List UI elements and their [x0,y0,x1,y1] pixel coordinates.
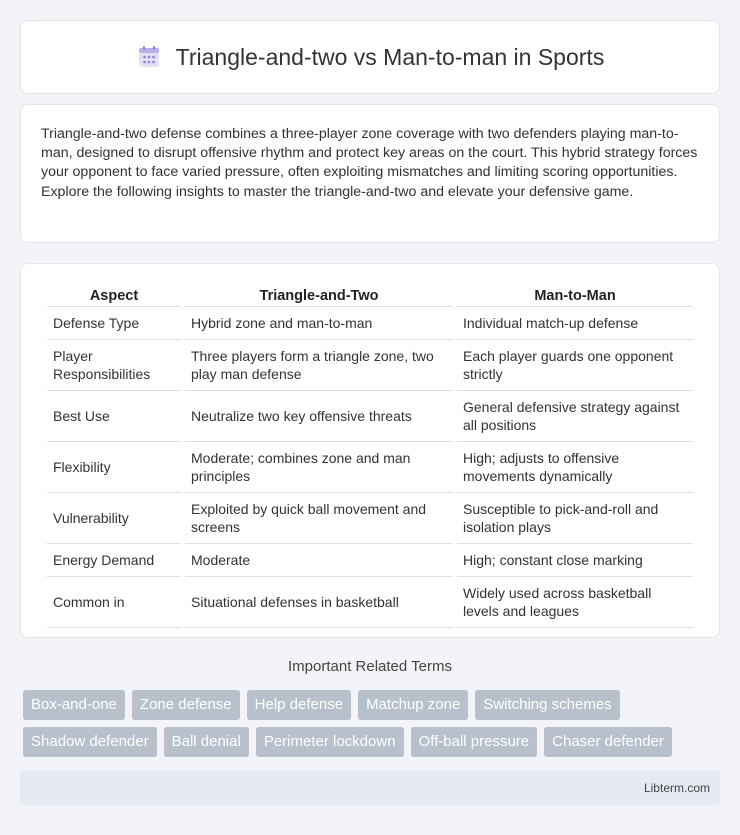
header-triangle-and-two: Triangle-and-Two [185,284,453,307]
cell-aspect: Common in [47,577,181,628]
tag-zone-defense[interactable]: Zone defense [132,690,240,720]
footer [20,770,720,805]
cell-man: Widely used across basketball levels and leagues [457,577,693,628]
cell-aspect: Flexibility [47,442,181,493]
table-row [47,493,693,544]
header-aspect: Aspect [47,284,181,307]
cell-man: High; constant close marking [457,544,693,577]
tag-box-and-one[interactable]: Box-and-one [23,690,125,720]
tag-help-defense[interactable]: Help defense [247,690,351,720]
page-title: Triangle-and-two vs Man-to-man in Sports [175,43,605,70]
cell-triangle: Three players form a triangle zone, two play man defense [185,340,453,391]
tag-switching-schemes[interactable]: Switching schemes [475,690,619,720]
cell-aspect: Vulnerability [47,493,181,544]
table-row [47,544,693,577]
cell-aspect: Player Responsibilities [47,340,181,391]
comparison-card [20,263,720,638]
cell-man: Each player guards one opponent strictly [457,340,693,391]
intro-text: Triangle-and-two defense combines a three-player zone coverage with two defenders playing man-to-man, designed to disrupt offensive rhythm and protect key areas on the court. This hybrid strategy forces your opponent to face varied pressure, often exploiting mismatches and limiting scoring opportunities. Explore the following insights to master the triangle-and-two and elevate your defensive game. [41,126,698,200]
table-row [47,307,693,340]
header-man-to-man: Man-to-Man [457,284,693,307]
comparison-table [43,284,697,628]
cell-man: Individual match-up defense [457,307,693,340]
cell-man: Susceptible to pick-and-roll and isolation plays [457,493,693,544]
related-terms-title: Important Related Terms [288,658,452,675]
footer-site-link[interactable]: Libterm.com [643,780,710,795]
table-row [47,577,693,628]
table-row [47,391,693,442]
cell-aspect: Best Use [47,391,181,442]
cell-triangle: Hybrid zone and man-to-man [185,307,453,340]
table-header-row [47,284,693,307]
tag-ball-denial[interactable]: Ball denial [164,727,249,757]
related-terms-tags [23,690,723,757]
cell-aspect: Defense Type [47,307,181,340]
table-row [47,340,693,391]
cell-triangle: Situational defenses in basketball [185,577,453,628]
header-card [20,20,720,94]
cell-aspect: Energy Demand [47,544,181,577]
cell-man: General defensive strategy against all positions [457,391,693,442]
cell-triangle: Moderate; combines zone and man principles [185,442,453,493]
intro-card [20,104,720,243]
tag-shadow-defender[interactable]: Shadow defender [23,727,157,757]
cell-triangle: Neutralize two key offensive threats [185,391,453,442]
calendar-grid-icon [136,44,162,70]
tag-chaser-defender[interactable]: Chaser defender [544,727,672,757]
cell-man: High; adjusts to offensive movements dynamically [457,442,693,493]
table-row [47,442,693,493]
tag-matchup-zone[interactable]: Matchup zone [358,690,468,720]
cell-triangle: Moderate [185,544,453,577]
tag-off-ball-pressure[interactable]: Off-ball pressure [411,727,538,757]
tag-perimeter-lockdown[interactable]: Perimeter lockdown [256,727,404,757]
cell-triangle: Exploited by quick ball movement and screens [185,493,453,544]
